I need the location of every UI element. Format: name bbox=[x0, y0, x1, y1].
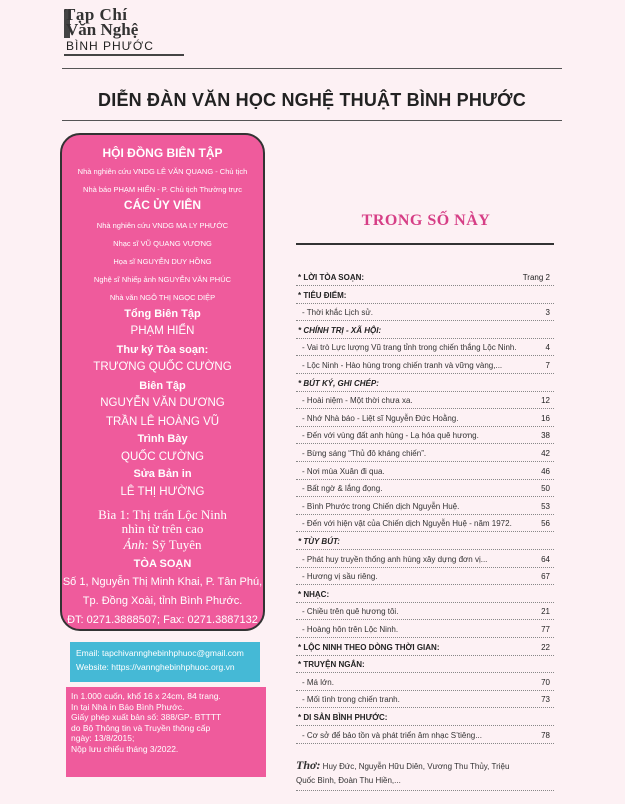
board-heading: HỘI ĐỒNG BIÊN TẬP bbox=[102, 146, 223, 160]
toc-dotted-rule bbox=[296, 320, 554, 321]
members-heading: CÁC ỦY VIÊN bbox=[123, 198, 202, 212]
toc-title: TRONG SỐ NÀY bbox=[361, 212, 491, 229]
toc-entry-text: - Chiều trên quê hương tôi. bbox=[302, 607, 399, 616]
toc-dotted-rule bbox=[296, 479, 554, 480]
layout-role: Trình Bày bbox=[137, 433, 188, 445]
toc-entry-text: - Lộc Ninh - Hào hùng trong chiến tranh và vững vàng,... bbox=[302, 361, 503, 370]
board-member-2: Nhà báo PHẠM HIỂN - P. Chủ tịch Thường trực bbox=[83, 185, 242, 194]
toc-entry-text: - Phát huy truyền thống anh hùng xây dựng đơn vị... bbox=[302, 555, 488, 564]
print-line-1: In 1.000 cuốn, khổ 16 x 24cm, 84 trang. bbox=[71, 691, 221, 701]
toc-entry-page: 22 bbox=[541, 643, 550, 652]
masthead-line-3: BÌNH PHƯỚC bbox=[66, 39, 154, 53]
toc-entry-page: 64 bbox=[541, 555, 550, 564]
print-line-3: Giấy phép xuất bản số: 388/GP- BTTTT bbox=[71, 712, 222, 722]
toc-dotted-rule bbox=[296, 514, 554, 515]
toc-dotted-rule bbox=[296, 567, 554, 568]
toc-entry-text: * NHẠC: bbox=[298, 590, 330, 599]
website-link[interactable]: Website: https://vannghebinhphuoc.org.vn bbox=[76, 662, 235, 672]
poetry-line-2: Quốc Bình, Đoàn Thu Hiền,... bbox=[296, 776, 401, 785]
header-rule-bottom bbox=[62, 120, 562, 121]
secretary-name: TRƯƠNG QUỐC CƯỜNG bbox=[93, 361, 232, 373]
toc-entry bbox=[296, 414, 554, 426]
toc-entry-text: * LỜI TÒA SOẠN: bbox=[298, 273, 365, 282]
toc-entry bbox=[296, 467, 554, 479]
cover-caption-1: Bìa 1: Thị trấn Lộc Ninh bbox=[98, 507, 227, 522]
toc-dotted-rule bbox=[296, 443, 554, 444]
toc-entry-text: * DI SẢN BÌNH PHƯỚC: bbox=[298, 713, 388, 722]
toc-entry-page: 50 bbox=[541, 484, 550, 493]
editors-role: Biên Tập bbox=[139, 380, 186, 392]
toc-dotted-rule bbox=[296, 637, 554, 638]
toc-dotted-rule bbox=[296, 285, 554, 286]
toc-section bbox=[296, 291, 554, 303]
toc-entry bbox=[296, 431, 554, 443]
toc-dotted-rule bbox=[296, 303, 554, 304]
masthead-logo bbox=[64, 6, 184, 54]
member-3: Họa sĩ NGUYỄN DUY HỒNG bbox=[113, 257, 212, 266]
toc-entry bbox=[296, 502, 554, 514]
print-line-5: ngày: 13/8/2015; bbox=[71, 733, 135, 743]
toc-dotted-rule bbox=[296, 672, 554, 673]
toc-dotted-rule bbox=[296, 602, 554, 603]
toc-entry bbox=[296, 555, 554, 567]
toc-entry-page: 56 bbox=[541, 519, 550, 528]
toc-dotted-rule bbox=[296, 426, 554, 427]
poetry-rule bbox=[296, 790, 554, 791]
toc-entry-text: - Mối tình trong chiến tranh. bbox=[302, 695, 400, 704]
member-2: Nhạc sĩ VŨ QUANG VƯƠNG bbox=[113, 239, 212, 248]
toc-section bbox=[296, 537, 554, 549]
toc-entry-page: 53 bbox=[541, 502, 550, 511]
cover-photo-label: Ảnh: bbox=[123, 537, 149, 552]
toc-dotted-rule bbox=[296, 690, 554, 691]
toc-entry-text: - Đến với vùng đất anh hùng - Lạ hóa quê hương. bbox=[302, 431, 479, 440]
editor-name-2: TRẦN LÊ HOÀNG VŨ bbox=[105, 416, 220, 428]
toc-dotted-rule bbox=[296, 408, 554, 409]
editorial-board-panel bbox=[60, 133, 265, 631]
print-line-4: do Bộ Thông tin và Truyền thông cấp bbox=[71, 722, 211, 733]
toc-entry bbox=[296, 625, 554, 637]
toc-dotted-rule bbox=[296, 373, 554, 374]
phone-fax: ĐT: 0271.3888507; Fax: 0271.3887132 bbox=[67, 614, 258, 626]
toc-entry-text: - Cơ sở để bảo tồn và phát triển âm nhạc S’tiêng... bbox=[302, 731, 482, 740]
proofreader-name: LÊ THỊ HƯỜNG bbox=[120, 486, 205, 498]
toc-entry bbox=[296, 361, 554, 373]
toc-entry bbox=[296, 572, 554, 584]
toc-entry-page: 73 bbox=[541, 695, 550, 704]
masthead-line-1: Tạp Chí bbox=[64, 5, 128, 24]
toc-dotted-rule bbox=[296, 531, 554, 532]
toc-section bbox=[296, 713, 554, 725]
toc-entry-text: - Bất ngờ & lắng đọng. bbox=[302, 484, 383, 493]
toc-entry-text: * TRUYỆN NGẮN: bbox=[298, 660, 365, 669]
toc-dotted-rule bbox=[296, 584, 554, 585]
print-info-box bbox=[66, 687, 266, 777]
toc-dotted-rule bbox=[296, 496, 554, 497]
toc-entry-text: - Bừng sáng “Thủ đô kháng chiến”. bbox=[302, 449, 427, 458]
member-4: Nghệ sĩ Nhiếp ảnh NGUYỄN VĂN PHÚC bbox=[93, 275, 232, 284]
board-member-1: Nhà nghiên cứu VNDG LÊ VĂN QUANG - Chủ tịch bbox=[77, 167, 248, 176]
toc-dotted-rule bbox=[296, 619, 554, 620]
toc-entry bbox=[296, 449, 554, 461]
toc-section bbox=[296, 643, 554, 655]
toc-entry bbox=[296, 678, 554, 690]
email-link[interactable]: Email: tapchivannghebinhphuoc@gmail.com bbox=[76, 648, 244, 658]
toc-entry-page: 21 bbox=[541, 607, 550, 616]
cover-photo-credit bbox=[62, 537, 263, 553]
toc-entry bbox=[296, 695, 554, 707]
editor-in-chief-role: Tổng Biên Tập bbox=[124, 308, 201, 320]
toc-entry-page: 70 bbox=[541, 678, 550, 687]
toc-entry-page: Trang 2 bbox=[522, 273, 550, 282]
address-line-1: Số 1, Nguyễn Thị Minh Khai, P. Tân Phú, bbox=[62, 576, 263, 588]
toc-dotted-rule bbox=[296, 707, 554, 708]
toc-section bbox=[296, 273, 554, 285]
office-heading: TÒA SOẠN bbox=[133, 558, 192, 570]
toc-entry bbox=[296, 396, 554, 408]
header-rule-top bbox=[62, 68, 562, 69]
toc-entry bbox=[296, 343, 554, 355]
toc-dotted-rule bbox=[296, 338, 554, 339]
editor-name-1: NGUYỄN VĂN DƯƠNG bbox=[100, 397, 225, 409]
toc-entry-text: - Bình Phước trong Chiến dịch Nguyễn Huệ. bbox=[302, 502, 460, 511]
toc-dotted-rule bbox=[296, 725, 554, 726]
toc-entry-page: 16 bbox=[541, 414, 550, 423]
editor-in-chief-name: PHẠM HIỂN bbox=[130, 325, 195, 337]
poetry-label: Thơ: bbox=[296, 758, 321, 772]
cover-caption-2: nhìn từ trên cao bbox=[121, 521, 204, 536]
toc-dotted-rule bbox=[296, 461, 554, 462]
contact-box bbox=[70, 642, 260, 682]
toc-entry-text: - Hoài niệm - Một thời chưa xa. bbox=[302, 396, 413, 405]
forum-title: DIỄN ĐÀN VĂN HỌC NGHỆ THUẬT BÌNH PHƯỚC bbox=[98, 90, 526, 110]
toc-entry-text: - Má lớn. bbox=[302, 678, 334, 687]
toc-dotted-rule bbox=[296, 655, 554, 656]
toc-entry-page: 77 bbox=[541, 625, 550, 634]
toc-section bbox=[296, 379, 554, 391]
member-5: Nhà văn NGÔ THỊ NGỌC DIỆP bbox=[109, 293, 216, 302]
toc-entry-page: 3 bbox=[545, 308, 550, 317]
secretary-role: Thư ký Tòa soạn: bbox=[116, 344, 209, 356]
address-line-2: Tp. Đồng Xoài, tỉnh Bình Phước. bbox=[82, 595, 243, 607]
toc-entry-page: 38 bbox=[541, 431, 550, 440]
toc-entry-page: 4 bbox=[545, 343, 550, 352]
layout-name: QUỐC CƯỜNG bbox=[121, 451, 204, 463]
toc-entry bbox=[296, 607, 554, 619]
toc-dotted-rule bbox=[296, 549, 554, 550]
toc-dotted-rule bbox=[296, 355, 554, 356]
toc-entry-text: * TIÊU ĐIỂM: bbox=[298, 291, 347, 300]
toc-entry-page: 78 bbox=[541, 731, 550, 740]
member-1: Nhà nghiên cứu VNDG MA LY PHƯỚC bbox=[96, 221, 229, 230]
toc-title-rule bbox=[296, 243, 554, 245]
toc-entry-text: - Nhớ Nhà báo - Liệt sĩ Nguyễn Đức Hoằng. bbox=[302, 414, 459, 423]
masthead-line-2: Văn Nghệ bbox=[66, 20, 139, 39]
toc-entry-text: - Thời khắc Lịch sử. bbox=[302, 308, 373, 317]
toc-entry-page: 67 bbox=[541, 572, 550, 581]
proofreader-role: Sửa Bản in bbox=[133, 468, 192, 480]
masthead-underline bbox=[64, 54, 184, 56]
toc-entry bbox=[296, 484, 554, 496]
toc-dotted-rule bbox=[296, 391, 554, 392]
print-line-2: In tại Nhà in Báo Bình Phước. bbox=[71, 701, 185, 712]
toc-entry bbox=[296, 731, 554, 743]
toc-entry-text: * BÚT KÝ, GHI CHÉP: bbox=[298, 379, 379, 388]
toc-entry-page: 42 bbox=[541, 449, 550, 458]
poetry-contributors bbox=[296, 758, 554, 788]
toc-dotted-rule bbox=[296, 743, 554, 744]
toc-entry bbox=[296, 519, 554, 531]
toc-entry-text: * LỘC NINH THEO DÒNG THỜI GIAN: bbox=[298, 643, 440, 652]
toc-entry-text: - Nơi mùa Xuân đi qua. bbox=[302, 467, 385, 476]
toc-entry-page: 12 bbox=[541, 396, 550, 405]
toc-section bbox=[296, 660, 554, 672]
toc-entry-text: * CHÍNH TRỊ - XÃ HỘI: bbox=[298, 326, 382, 335]
poetry-line-1: Huy Đức, Nguyễn Hữu Diên, Vương Thu Thủy, Triệu bbox=[320, 762, 510, 771]
toc-entry-text: * TÙY BÚT: bbox=[298, 537, 340, 546]
toc-section bbox=[296, 326, 554, 338]
print-line-6: Nộp lưu chiểu tháng 3/2022. bbox=[71, 743, 179, 754]
toc-entry-text: - Đến với hiện vật của Chiến dịch Nguyễn Huệ - năm 1972. bbox=[302, 519, 512, 528]
toc-entry-text: - Hương vị sầu riêng. bbox=[302, 572, 378, 581]
toc-entry-text: - Vai trò Lực lượng Vũ trang tỉnh trong chiến thắng Lộc Ninh. bbox=[302, 343, 517, 352]
toc-entry bbox=[296, 308, 554, 320]
toc-entry-page: 46 bbox=[541, 467, 550, 476]
cover-photo-name: Sỹ Tuyên bbox=[148, 537, 202, 552]
toc-entry-text: - Hoàng hôn trên Lộc Ninh. bbox=[302, 625, 399, 634]
toc-section bbox=[296, 590, 554, 602]
toc-entry-page: 7 bbox=[545, 361, 550, 370]
